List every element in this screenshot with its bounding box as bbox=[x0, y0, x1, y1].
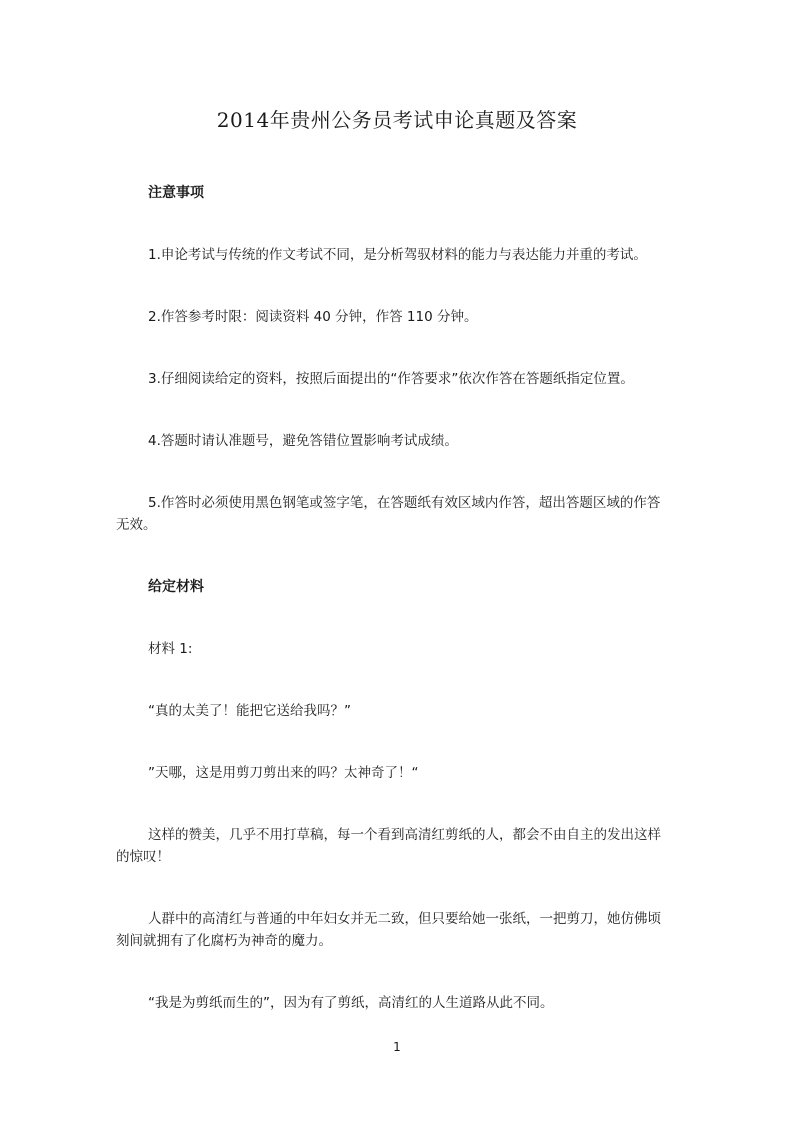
page-number: 1 bbox=[393, 1040, 401, 1054]
material-label: 材料 1: bbox=[148, 641, 193, 657]
notice-item-1: 1.申论考试与传统的作文考试不同，是分析驾驭材料的能力与表达能力并重的考试。 bbox=[148, 247, 647, 263]
material-paragraph-5: “我是为剪纸而生的”，因为有了剪纸，高清红的人生道路从此不同。 bbox=[148, 995, 554, 1011]
material-paragraph-4: 人群中的高清红与普通的中年妇女并无二致，但只要给她一张纸，一把剪刀，她仿佛顷刻间就拥有了化腐朽为神奇的魔力。 bbox=[116, 911, 661, 949]
notice-item-2: 2.作答参考时限：阅读资料 40 分钟，作答 110 分钟。 bbox=[148, 309, 478, 325]
notice-item-3: 3.仔细阅读给定的资料，按照后面提出的“作答要求”依次作答在答题纸指定位置。 bbox=[148, 371, 634, 387]
materials-heading: 给定材料 bbox=[148, 579, 204, 595]
notice-item-4: 4.答题时请认准题号，避免答错位置影响考试成绩。 bbox=[148, 433, 458, 449]
material-paragraph-1: “真的太美了！能把它送给我吗？” bbox=[148, 703, 351, 719]
material-paragraph-2: ”天哪，这是用剪刀剪出来的吗？太神奇了！“ bbox=[148, 765, 419, 781]
document-title: 2014年贵州公务员考试申论真题及答案 bbox=[216, 108, 578, 132]
notice-heading: 注意事项 bbox=[148, 185, 204, 201]
material-paragraph-3: 这样的赞美，几乎不用打草稿，每一个看到高清红剪纸的人，都会不由自主的发出这样的惊叹！ bbox=[116, 827, 661, 865]
notice-item-5: 5.作答时必须使用黑色钢笔或签字笔，在答题纸有效区域内作答，超出答题区域的作答无效。 bbox=[116, 495, 661, 533]
